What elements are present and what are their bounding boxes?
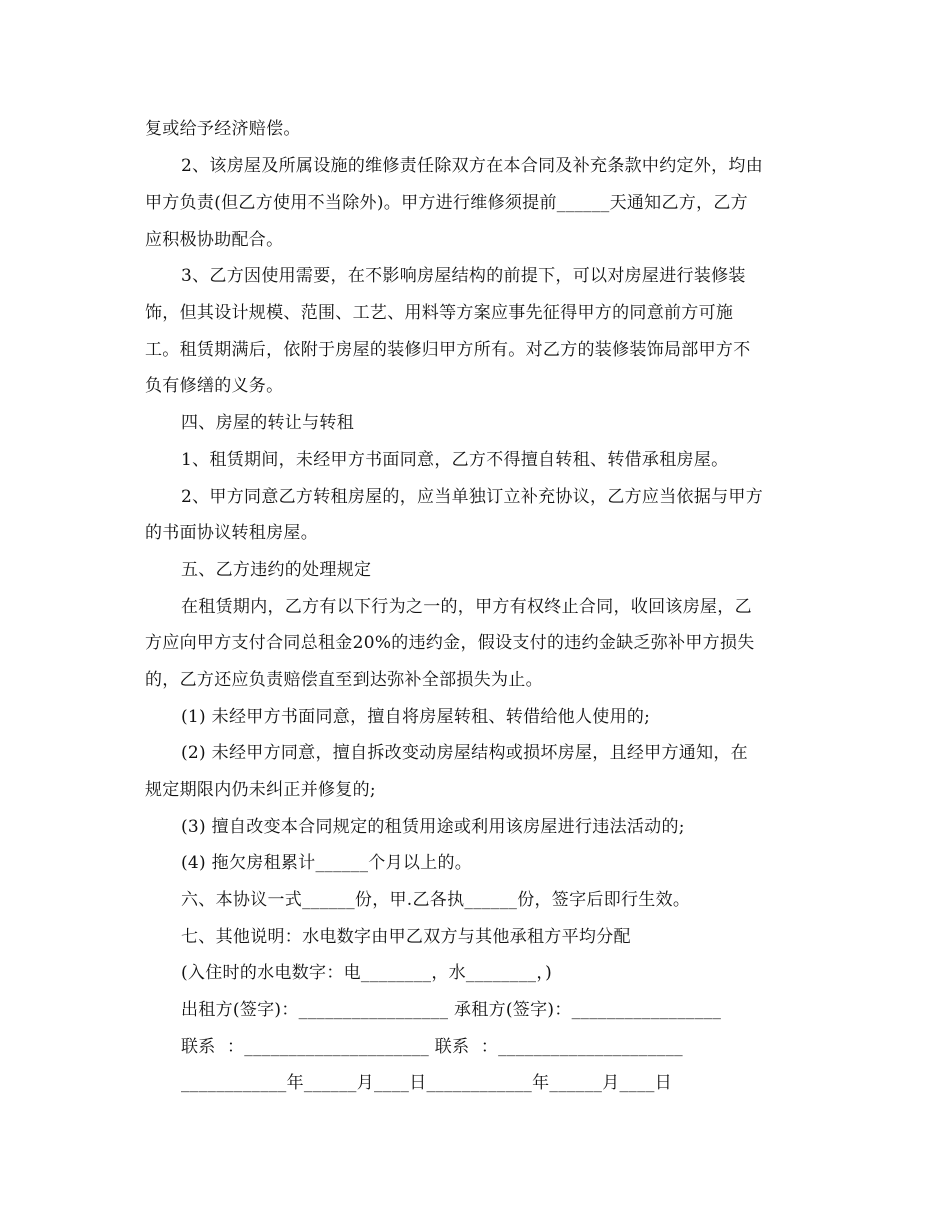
text-line: 1、租赁期间，未经甲方书面同意，乙方不得擅自转租、转借承租房屋。 (181, 450, 729, 470)
text-line: 的，乙方还应负责赔偿直至到达弥补全部损失为止。 (145, 670, 543, 690)
text-line: 负有修缮的义务。 (145, 376, 284, 396)
section-heading: 四、房屋的转让与转租 (181, 413, 354, 433)
text-line: 应积极协助配合。 (145, 230, 284, 250)
text-line: 的书面协议转租房屋。 (145, 523, 318, 543)
list-item: (1) 未经甲方书面同意，擅自将房屋转租、转借给他人使用的; (181, 707, 651, 727)
section-heading: 五、乙方违约的处理规定 (181, 560, 372, 580)
text-line: 饰，但其设计规模、范围、工艺、用料等方案应事先征得甲方的同意前方可施 (145, 303, 734, 323)
section-heading: 六、本协议一式______份，甲.乙各执______份，签字后即行生效。 (181, 890, 691, 910)
section-heading: 七、其他说明：水电数字由甲乙双方与其他承租方平均分配 (181, 927, 631, 947)
list-item: (3) 擅自改变本合同规定的租赁用途或利用该房屋进行违法活动的; (181, 817, 685, 837)
text-line: 3、乙方因使用需要，在不影响房屋结构的前提下，可以对房屋进行装修装 (181, 266, 746, 286)
date-line: ____________年______月____日____________年______月____日 (181, 1073, 672, 1093)
contact-line: 联系 ：_____________________ 联系 ：_____________________ (181, 1037, 683, 1057)
text-line: 复或给予经济赔偿。 (145, 119, 301, 139)
text-line: (入住时的水电数字：电________，水________，) (181, 963, 553, 983)
text-line: 甲方负责(但乙方使用不当除外)。甲方进行维修须提前______天通知乙方，乙方 (145, 193, 748, 213)
text-line: 工。租赁期满后，依附于房屋的装修归甲方所有。对乙方的装修装饰局部甲方不 (145, 340, 751, 360)
text-line: 规定期限内仍未纠正并修复的; (145, 780, 376, 800)
list-item: (2) 未经甲方同意，擅自拆改变动房屋结构或损坏房屋，且经甲方通知，在 (181, 743, 748, 763)
signature-line: 出租方(签字)：_________________ 承租方(签字)：_________________ (181, 1000, 722, 1020)
text-line: 2、该房屋及所属设施的维修责任除双方在本合同及补充条款中约定外，均由 (181, 156, 764, 176)
text-line: 2、甲方同意乙方转租房屋的，应当单独订立补充协议，乙方应当依据与甲方 (181, 487, 764, 507)
list-item: (4) 拖欠房租累计______个月以上的。 (181, 853, 473, 873)
text-line: 方应向甲方支付合同总租金20%的违约金，假设支付的违约金缺乏弥补甲方损失 (145, 633, 755, 653)
text-line: 在租赁期内，乙方有以下行为之一的，甲方有权终止合同，收回该房屋，乙 (181, 597, 752, 617)
